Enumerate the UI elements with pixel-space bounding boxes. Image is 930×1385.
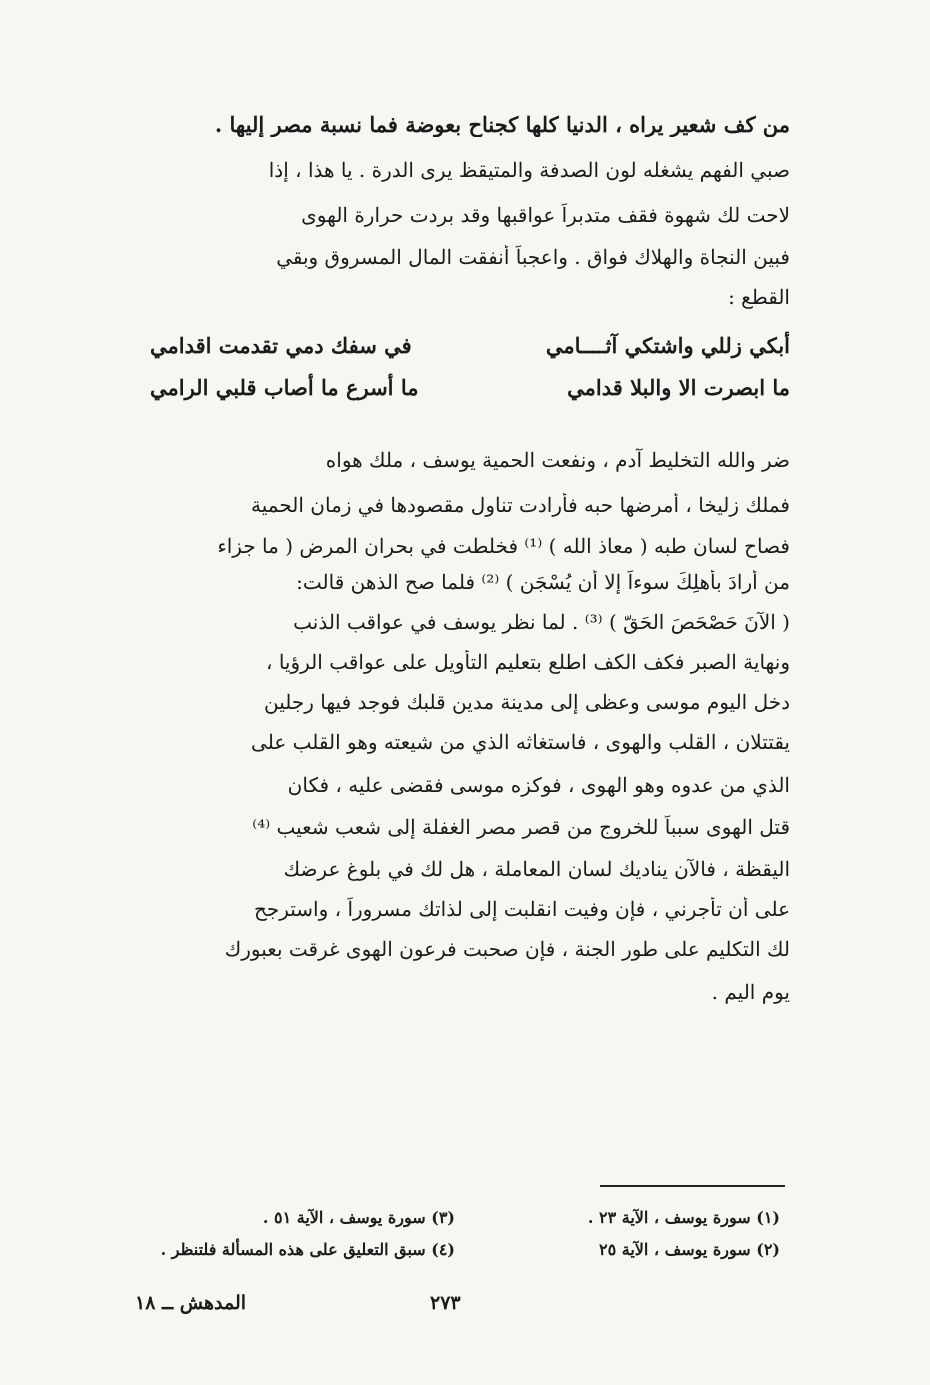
text-line: دخل اليوم موسى وعظى إلى مدينة مدين قلبك فوجد فيها رجلين [263,690,790,714]
footnote-3: (٣) سورة يوسف ، الآية ٥١ . [262,1208,455,1227]
footnote-4: (٤) سبق التعليق على هذه المسألة فلتنظر . [160,1240,455,1259]
text-line: القطع : [728,285,790,309]
text-line: من أرادَ بأهلِكَ سوءاً إلا أن يُسْجَن ) ⁽²⁾ فلما صح الذهن قالت: [296,570,790,594]
verse-line [150,333,790,358]
text-line: فبين النجاة والهلاك فواق . واعجباً أنفقت المال المسروق وبقي [276,245,790,269]
page-number: ٢٧٣ [430,1292,461,1314]
verse-hemistich-right: ما ابصرت الا والبلا قدامي [567,375,790,400]
text-line: ونهاية الصبر فكف الكف اطلع بتعليم التأويل على عواقب الرؤيا ، [266,650,790,674]
text-line: لك التكليم على طور الجنة ، فإن صحبت فرعون الهوى غرقت بعبورك [224,937,790,961]
footnote-2: (٢) سورة يوسف ، الآية ٢٥ [598,1240,780,1259]
text-line: لاحت لك شهوة فقف متدبراً عواقبها وقد بردت حرارة الهوى [301,203,790,227]
text-line: ضر والله التخليط آدم ، ونفعت الحمية يوسف ، ملك هواه [325,448,790,472]
text-line: يقتتلان ، القلب والهوى ، فاستغاثه الذي من شيعته وهو القلب على [251,730,790,754]
text-line: قتل الهوى سبباً للخروج من قصر مصر الغفلة إلى شعب شعيب ⁽⁴⁾ [252,815,790,839]
text-line: من كف شعير يراه ، الدنيا كلها كجناح بعوضة فما نسبة مصر إليها . [214,112,790,137]
verse-hemistich-left: في سفك دمي تقدمت اقدامي [150,333,412,358]
footnote-divider [600,1185,785,1187]
text-line: فصاح لسان طبه ( معاذ الله ) ⁽¹⁾ فخلطت في بحران المرض ( ما جزاء [217,534,790,558]
text-line: صبي الفهم يشغله لون الصدفة والمتيقظ يرى الدرة . يا هذا ، إذا [268,158,790,182]
text-line: الذي من عدوه وهو الهوى ، فوكزه موسى فقضى عليه ، فكان [287,773,790,797]
footnote-1: (١) سورة يوسف ، الآية ٢٣ . [587,1208,780,1227]
text-line: اليقظة ، فالآن يناديك لسان المعاملة ، هل لك في بلوغ عرضك [283,857,790,881]
text-line: على أن تأجرني ، فإن وفيت انقلبت إلى لذاتك مسروراً ، واسترجح [253,897,790,921]
text-line: يوم اليم . [711,980,790,1004]
verse-line [150,375,790,400]
verse-hemistich-left: ما أسرع ما أصاب قلبي الرامي [150,375,419,400]
text-line: فملك زليخا ، أمرضها حبه فأرادت تناول مقصودها في زمان الحمية [251,493,790,517]
verse-hemistich-right: أبكي زللي واشتكي آثــــامي [545,333,790,358]
signature-mark: المدهش ــ ١٨ [135,1292,247,1314]
text-line: ( الآنَ حَصْحَصَ الحَقّ ) ⁽³⁾ . لما نظر يوسف في عواقب الذنب [293,610,790,634]
